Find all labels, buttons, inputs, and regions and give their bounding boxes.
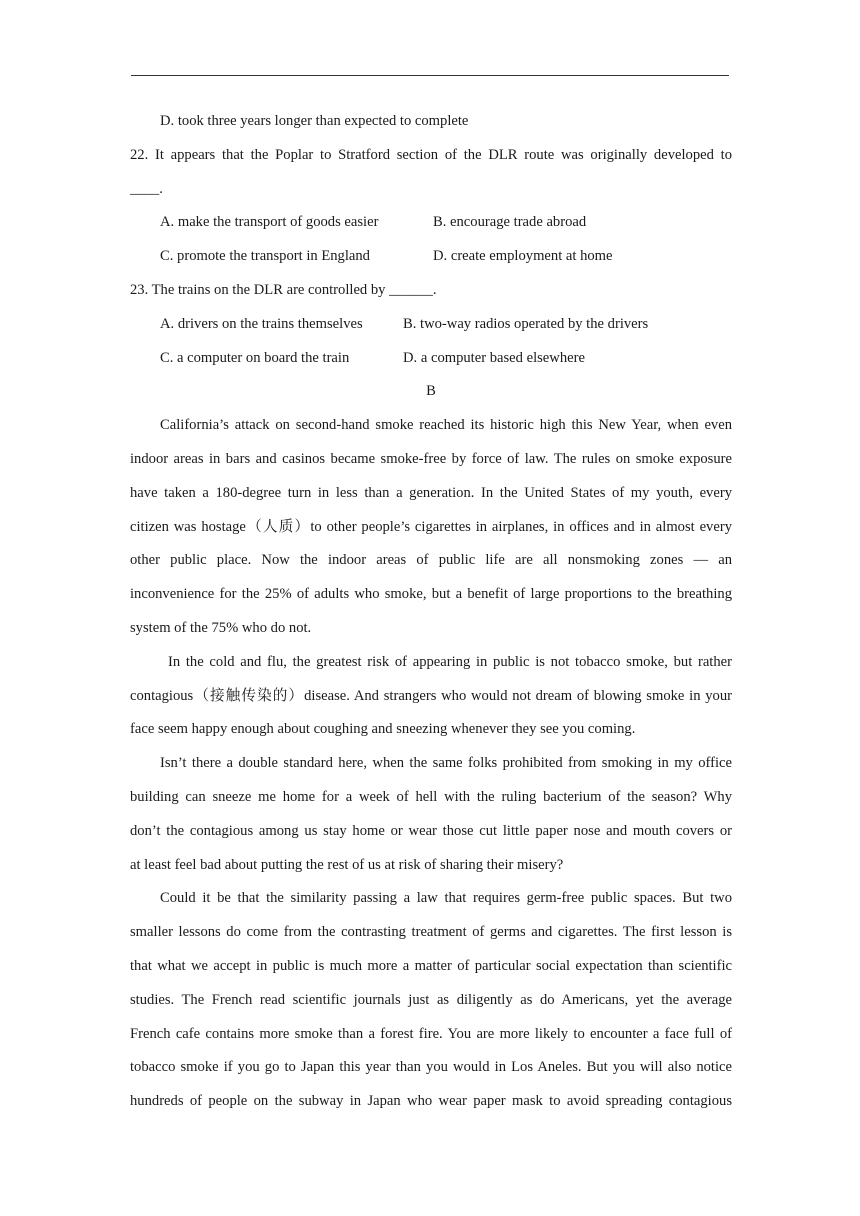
passage-line: have taken a 180-degree turn in less than a generation. In the United States of my youth, every — [130, 484, 732, 501]
section-label: B — [426, 383, 436, 400]
q23-option-b: B. two-way radios operated by the drivers — [403, 315, 649, 332]
passage-paragraph-2 — [130, 646, 732, 747]
q23-option-d: D. a computer based elsewhere — [403, 349, 585, 366]
passage-line: building can sneeze me home for a week of hell with the ruling bacterium of the season? Why — [130, 788, 732, 805]
q23-options-row-1 — [130, 308, 732, 342]
passage-paragraph-4 — [130, 882, 732, 1119]
passage-line: inconvenience for the 25% of adults who smoke, but a benefit of large proportions to the breathing — [130, 586, 732, 603]
passage-line: French cafe contains more smoke than a forest fire. You are more likely to encounter a face full of — [130, 1025, 732, 1042]
passage-line: studies. The French read scientific journals just as diligently as do Americans, yet the average — [130, 991, 732, 1008]
passage-line: California’s attack on second-hand smoke reached its historic high this New Year, when even — [160, 417, 732, 434]
passage-line: face seem happy enough about coughing and sneezing whenever they see you coming. — [130, 721, 636, 738]
q22-option-d: D. create employment at home — [433, 248, 613, 265]
passage-line: In the cold and flu, the greatest risk of appearing in public is not tobacco smoke, but rather — [168, 653, 732, 670]
passage-line: don’t the contagious among us stay home or wear those cut little paper nose and mouth covers or — [130, 822, 732, 839]
passage-line: that what we accept in public is much more a matter of particular social expectation than scientific — [130, 957, 732, 974]
q23-stem: 23. The trains on the DLR are controlled by ______. — [130, 281, 437, 298]
passage-line: contagious（接触传染的）disease. And strangers who would not dream of blowing smoke in your — [130, 687, 732, 704]
passage-line: Could it be that the similarity passing a law that requires germ-free public spaces. But two — [160, 890, 732, 907]
q21-option-d: D. took three years longer than expected to complete — [160, 113, 469, 129]
passage-line: at least feel bad about putting the rest of us at risk of sharing their misery? — [130, 856, 564, 873]
q22-options-row-1 — [130, 206, 732, 240]
document-body — [130, 105, 732, 1119]
passage-line: tobacco smoke if you go to Japan this year than you would in Los Aneles. But you will also notice — [130, 1059, 732, 1076]
header-rule — [131, 75, 729, 76]
passage-line: citizen was hostage（人质）to other people’s cigarettes in airplanes, in offices and in almost every — [130, 518, 732, 535]
q22-option-a: A. make the transport of goods easier — [160, 214, 379, 231]
q22-options-row-2 — [130, 240, 732, 274]
passage-line: Isn’t there a double standard here, when the same folks prohibited from smoking in my office — [160, 755, 732, 772]
passage-line: other public place. Now the indoor areas of public life are all nonsmoking zones — an — [130, 552, 732, 569]
q22-stem-line2: ____. — [130, 180, 163, 197]
q23-option-a: A. drivers on the trains themselves — [160, 315, 363, 332]
passage-paragraph-1 — [130, 409, 732, 646]
q23-option-c: C. a computer on board the train — [160, 349, 350, 366]
q22-option-b: B. encourage trade abroad — [433, 214, 587, 231]
passage-line: hundreds of people on the subway in Japan who wear paper mask to avoid spreading contagious — [130, 1093, 732, 1110]
q22-option-c: C. promote the transport in England — [160, 248, 370, 265]
q23-options-row-2 — [130, 342, 732, 376]
passage-line: system of the 75% who do not. — [130, 619, 312, 636]
passage-line: smaller lessons do come from the contrasting treatment of germs and cigarettes. The first lesson is — [130, 924, 732, 941]
q22-stem-line1: 22. It appears that the Poplar to Stratford section of the DLR route was originally developed to — [130, 146, 732, 163]
passage-line: indoor areas in bars and casinos became smoke-free by force of law. The rules on smoke exposure — [130, 450, 732, 467]
passage-paragraph-3 — [130, 747, 732, 882]
